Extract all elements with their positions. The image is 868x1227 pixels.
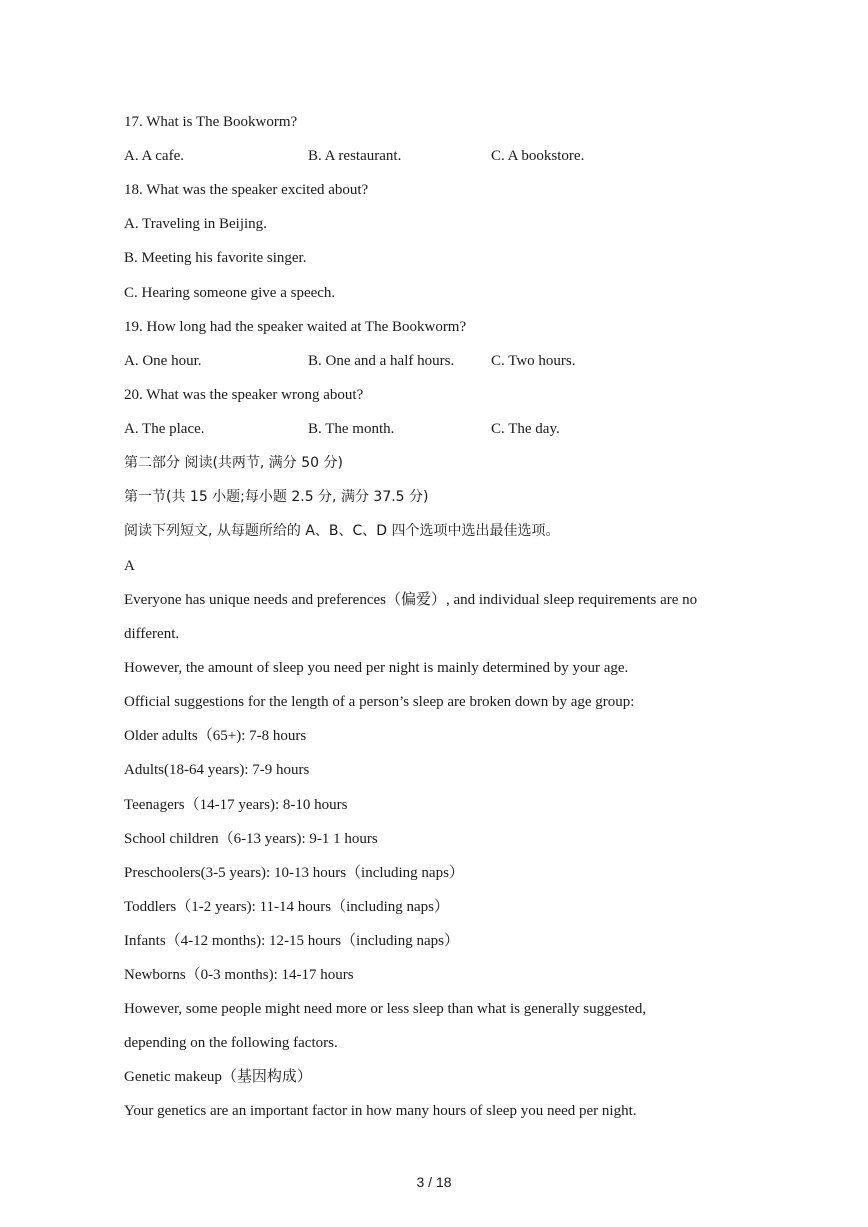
passage-paragraph-1-line-2: different. (124, 626, 180, 642)
option-b: B. The month. (308, 421, 395, 437)
page-number: 3 / 18 (416, 1174, 452, 1190)
age-group-item: Teenagers（14-17 years): 8-10 hours (124, 797, 348, 813)
age-group-item: Adults(18-64 years): 7-9 hours (124, 762, 310, 778)
reading-instruction: 阅读下列短文, 从每题所给的 A、B、C、D 四个选项中选出最佳选项。 (124, 523, 560, 539)
option-b: B. A restaurant. (308, 148, 402, 164)
passage-sub-heading: Genetic makeup（基因构成） (124, 1069, 312, 1085)
passage-paragraph-1-line-1: Everyone has unique needs and preferences（偏爱）, and individual sleep requirements are no (124, 592, 698, 608)
age-group-item: School children（6-13 years): 9-1 1 hours (124, 831, 378, 847)
option-a: A. The place. (124, 421, 205, 437)
question-19: 19. How long had the speaker waited at The Bookworm? (124, 319, 467, 335)
question-18-option-a: A. Traveling in Beijing. (124, 216, 267, 232)
age-group-item: Preschoolers(3-5 years): 10-13 hours（including naps） (124, 865, 464, 881)
passage-paragraph-4-line-2: depending on the following factors. (124, 1035, 338, 1051)
passage-paragraph-2: However, the amount of sleep you need per night is mainly determined by your age. (124, 660, 629, 676)
passage-paragraph-4-line-1: However, some people might need more or less sleep than what is generally suggested, (124, 1001, 647, 1017)
age-group-item: Infants（4-12 months): 12-15 hours（including naps） (124, 933, 459, 949)
question-17: 17. What is The Bookworm? (124, 114, 298, 130)
age-group-item: Newborns（0-3 months): 14-17 hours (124, 967, 354, 983)
option-c: C. Two hours. (491, 353, 576, 369)
passage-paragraph-5: Your genetics are an important factor in how many hours of sleep you need per night. (124, 1103, 637, 1119)
option-a: A. One hour. (124, 353, 202, 369)
part-two-heading: 第二部分 阅读(共两节, 满分 50 分) (124, 455, 343, 471)
option-c: C. A bookstore. (491, 148, 585, 164)
option-a: A. A cafe. (124, 148, 184, 164)
passage-label: A (124, 558, 135, 574)
option-b: B. One and a half hours. (308, 353, 455, 369)
section-one-heading: 第一节(共 15 小题;每小题 2.5 分, 满分 37.5 分) (124, 489, 429, 505)
passage-paragraph-3: Official suggestions for the length of a person’s sleep are broken down by age group: (124, 694, 635, 710)
question-18: 18. What was the speaker excited about? (124, 182, 369, 198)
question-18-option-c: C. Hearing someone give a speech. (124, 285, 336, 301)
option-c: C. The day. (491, 421, 560, 437)
question-20: 20. What was the speaker wrong about? (124, 387, 364, 403)
question-18-option-b: B. Meeting his favorite singer. (124, 250, 307, 266)
age-group-item: Older adults（65+): 7-8 hours (124, 728, 307, 744)
age-group-item: Toddlers（1-2 years): 11-14 hours（including naps） (124, 899, 450, 915)
